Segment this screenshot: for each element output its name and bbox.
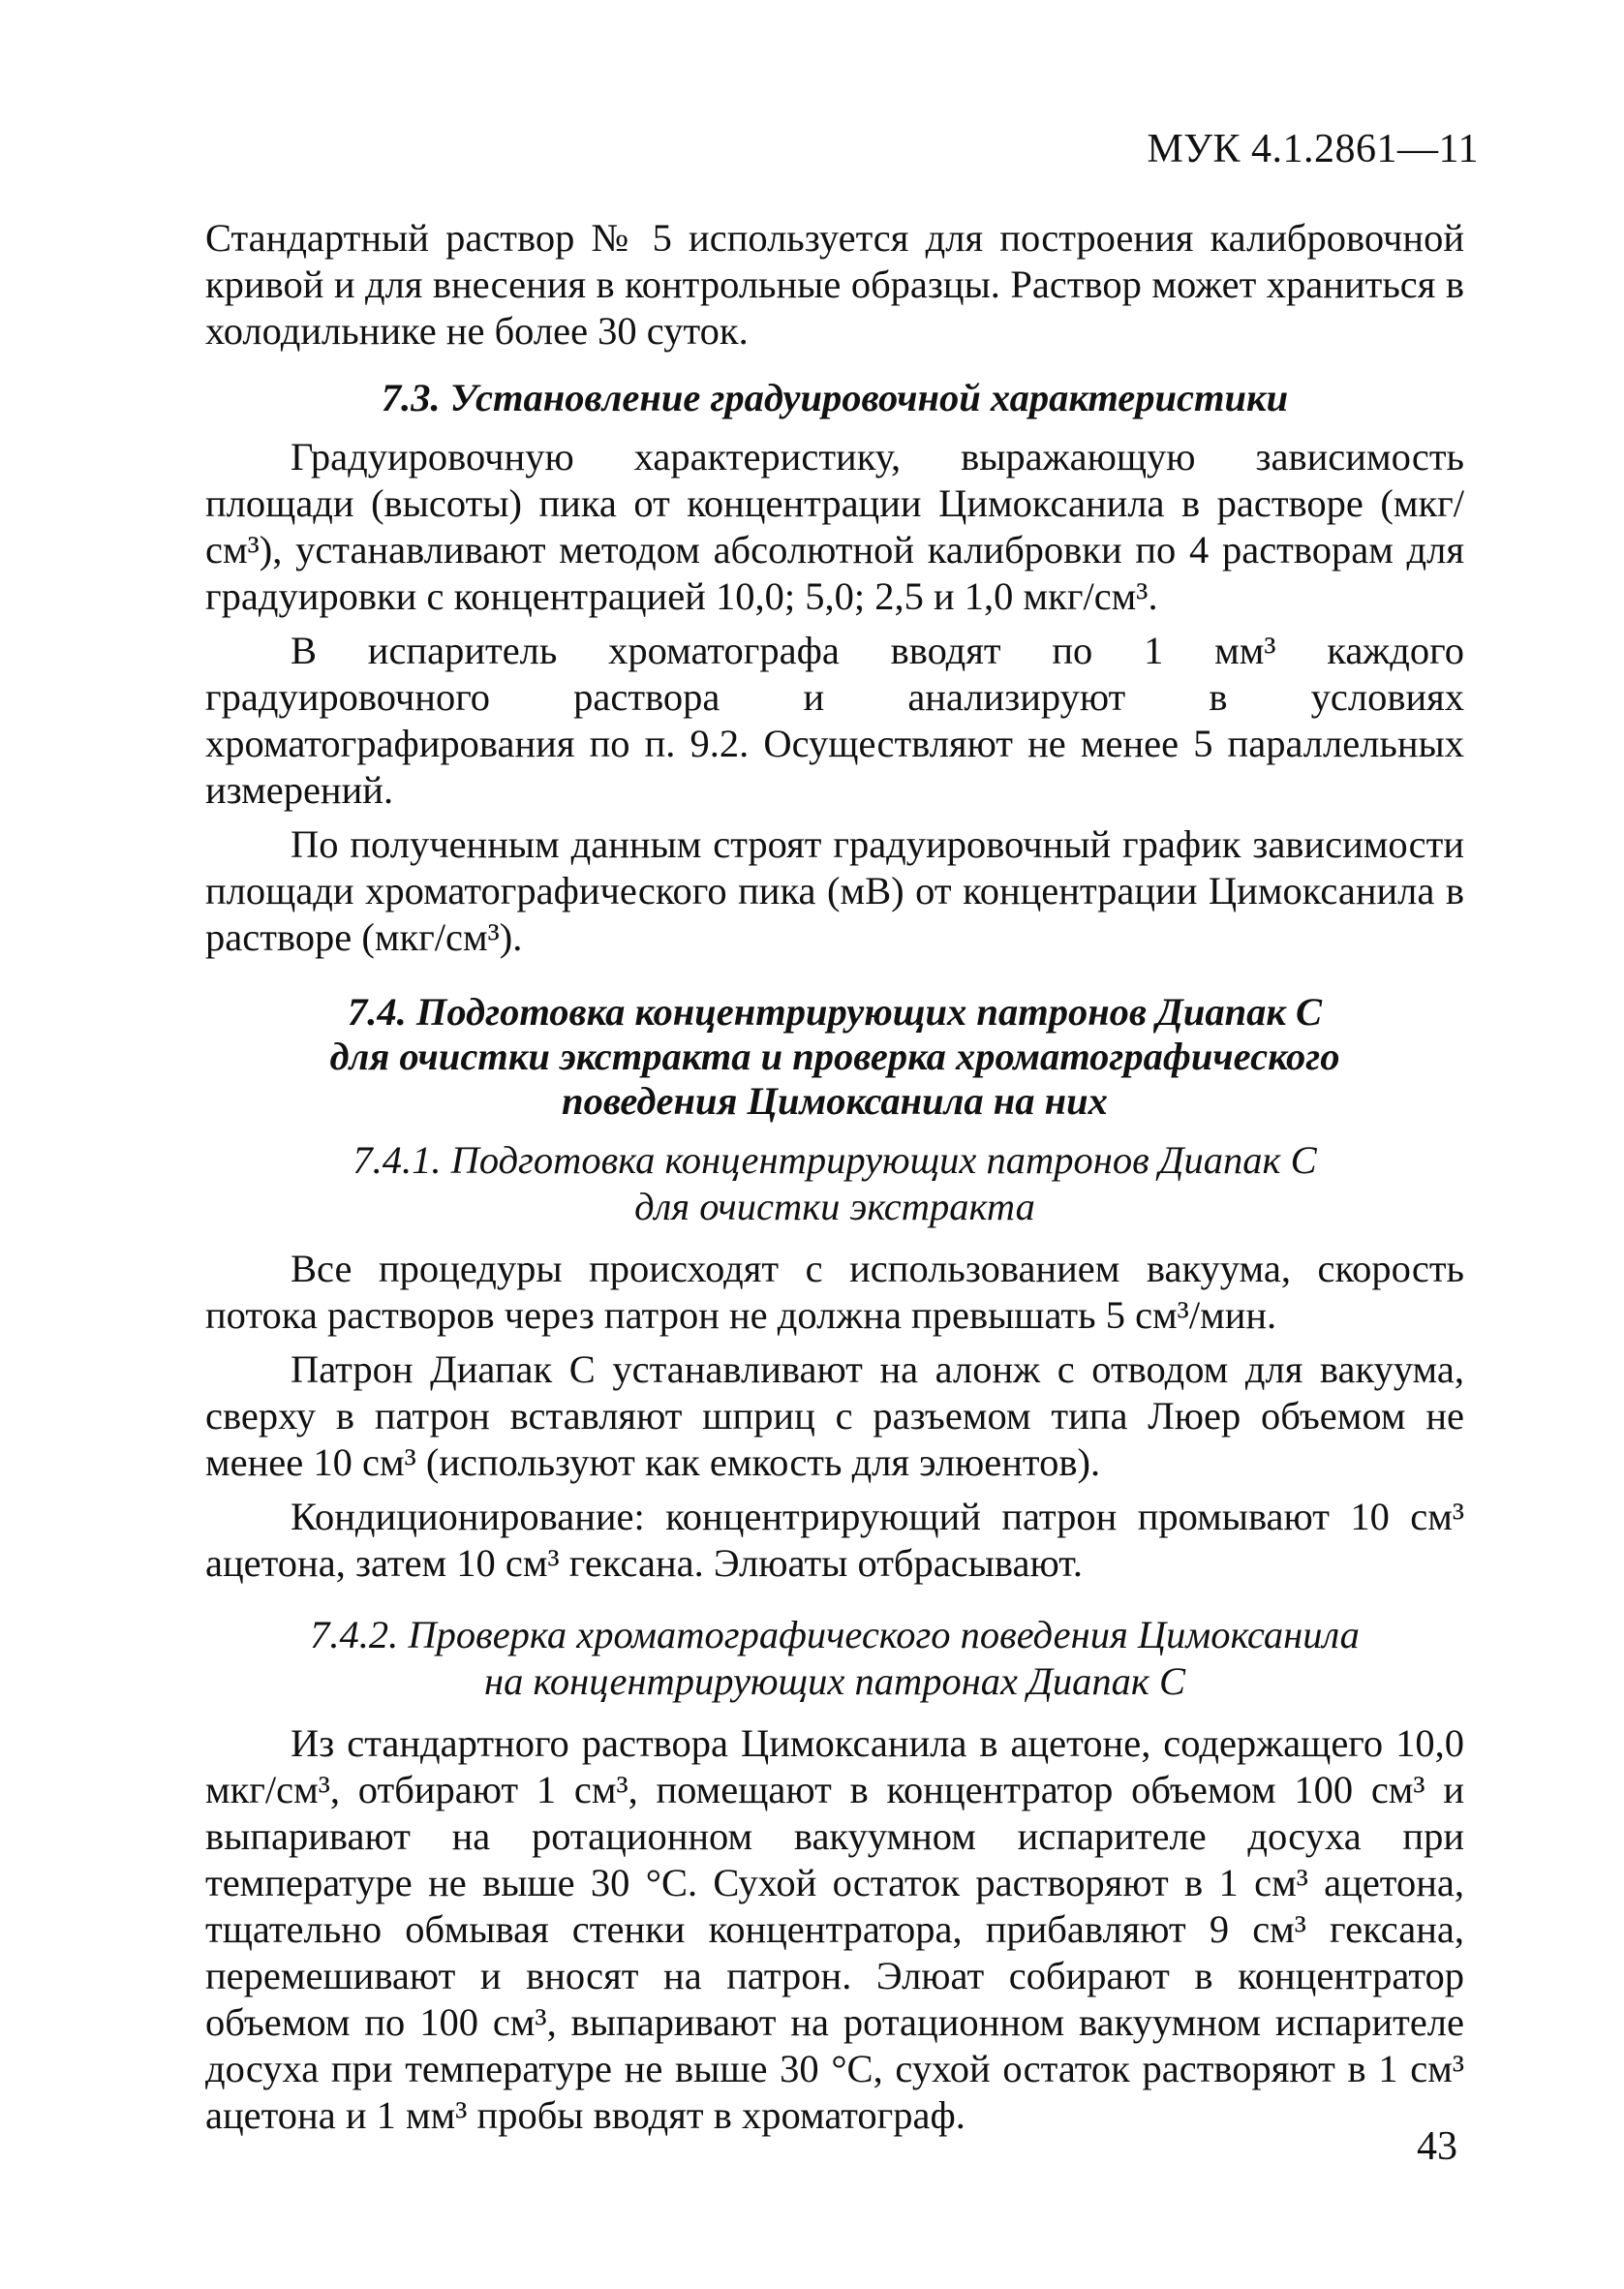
document-body: [205, 215, 1464, 2147]
subsection-heading-7-4-2: [205, 1612, 1464, 1705]
paragraph-7-3-c: По полученным данным строят градуировочный график зависимости площади хроматографического пика (мВ) от концентрации Цимоксанила в растворе (мкг/см³).: [205, 822, 1464, 959]
section-heading-7-4-line-1: 7.4. Подготовка концентрирующих патронов Диапак С: [347, 990, 1323, 1034]
subsection-heading-7-4-1: [205, 1137, 1464, 1230]
paragraph-7-3-a: Градуировочную характеристику, выражающую зависимость площади (высоты) пика от концентрации Цимоксанила в растворе (мкг/см³), устанавливают методом абсолютной калибровки по 4 растворам для градуировки с концентрацией 10,0; 5,0; 2,5 и 1,0 мкг/см³.: [205, 435, 1464, 618]
paragraph-7-4-1-b: Патрон Диапак С устанавливают на алонж с отводом для вакуума, сверху в патрон вставляют шприц с разъемом типа Люер объемом не менее 10 см³ (используют как емкость для элюентов).: [205, 1347, 1464, 1484]
subsection-heading-7-4-1-line-2: для очистки экстракта: [634, 1185, 1035, 1228]
page-number: 43: [1417, 2124, 1457, 2169]
section-heading-7-4: [205, 990, 1464, 1124]
paragraph-intro: Стандартный раствор № 5 используется для построения калибровочной кривой и для внесения в контрольные образцы. Раствор может храниться в холодильнике не более 30 суток.: [205, 216, 1464, 353]
subsection-heading-7-4-2-line-2: на концентрирующих патронах Диапак С: [484, 1659, 1185, 1703]
paragraph-7-4-2-a: Из стандартного раствора Цимоксанила в ацетоне, содержащего 10,0 мкг/см³, отбирают 1 см³, помещают в концентратор объемом 100 см³ и выпаривают на ротационном вакуумном испарителе досуха при температуре не выше 30 °С. Сухой остаток растворяют в 1 см³ ацетона, тщательно обмывая стенки концентратора, прибавляют 9 см³ гексана, перемешивают и вносят на патрон. Элюат собирают в концентратор объемом по 100 см³, выпаривают на ротационном вакуумном испарителе досуха при температуре не выше 30 °С, сухой остаток растворяют в 1 см³ ацетона и 1 мм³ пробы вводят в хроматограф.: [205, 1721, 1464, 2137]
paragraph-7-3-b: В испаритель хроматографа вводят по 1 мм³ каждого градуировочного раствора и анализируют в условиях хроматографирования по п. 9.2. Осуществляют не менее 5 параллельных измерений.: [205, 629, 1464, 812]
paragraph-7-4-1-c: Кондиционирование: концентрирующий патрон промывают 10 см³ ацетона, затем 10 см³ гексана. Элюаты отбрасывают.: [205, 1495, 1464, 1585]
subsection-heading-7-4-1-line-1: 7.4.1. Подготовка концентрирующих патронов Диапак С: [352, 1138, 1317, 1182]
document-code: МУК 4.1.2861—11: [1147, 127, 1479, 171]
section-heading-7-3: 7.3. Установление градуировочной характеристики: [381, 376, 1289, 419]
paragraph-7-4-1-a: Все процедуры происходят с использованием вакуума, скорость потока растворов через патрон не должна превышать 5 см³/мин.: [205, 1247, 1464, 1337]
section-heading-7-4-line-2: для очистки экстракта и проверка хроматографического: [329, 1035, 1340, 1078]
section-heading-7-4-line-3: поведения Цимоксанила на них: [562, 1079, 1108, 1123]
subsection-heading-7-4-2-line-1: 7.4.2. Проверка хроматографического поведения Цимоксанила: [310, 1613, 1360, 1656]
